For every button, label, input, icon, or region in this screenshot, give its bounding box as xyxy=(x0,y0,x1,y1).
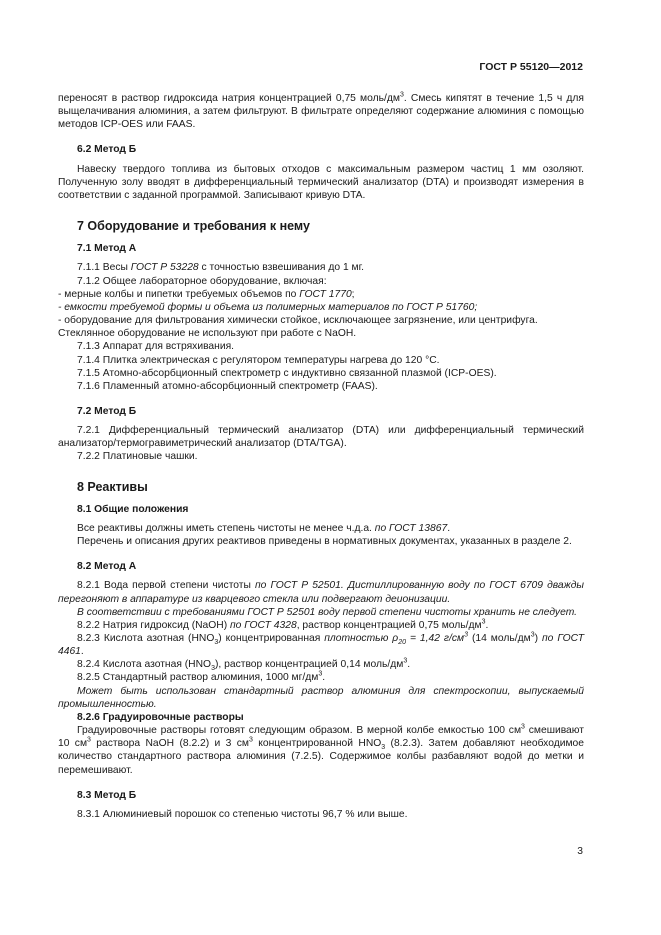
paragraph: Стеклянное оборудование не используют при работе с NaOH. xyxy=(58,328,357,340)
paragraph: переносят в раствор гидроксида натрия концентрацией 0,75 моль/$дм^3$. Смесь кипятят в течение 1,5 ч для выщелачивания алюминия, а затем фильтруют. В фильтрате определяют содержание алюминия с помощью методов ICP-OES или FAAS. xyxy=(58,91,584,131)
list-item: - мерные колбы и пипетки требуемых объемов по ГОСТ 1770; xyxy=(58,288,355,300)
section-heading: 7.2 Метод Б xyxy=(77,405,137,417)
paragraph: 8.3.1 Алюминиевый порошок со степенью чистоты 96,7 % или выше. xyxy=(77,808,408,820)
paragraph: 8.2.5 Стандартный раствор алюминия, 1000 $мг/дм^3$. xyxy=(77,671,326,684)
paragraph: 8.2.2 Натрия гидроксид (NaOH) по ГОСТ 4328, раствор концентрацией 0,75 моль/$дм^3$. xyxy=(77,618,489,631)
document-id: ГОСТ Р 55120—2012 xyxy=(479,61,583,73)
paragraph: 7.2.1 Дифференциальный термический анализатор (DTA) или дифференциальный термический анализатор/термогравиметрический анализатор (DTA/TGA). xyxy=(58,425,584,450)
paragraph: Может быть использован стандартный раствор алюминия для спектроскопии, выпускаемый промышленностью. xyxy=(58,685,584,710)
paragraph: 7.1.1 Весы ГОСТ Р 53228 с точностью взвешивания до 1 мг. xyxy=(77,262,364,274)
paragraph: 8.2.3 Кислота азотная $(HNO_3)$ концентрированная плотностью $\rho_{20} = 1,42$ $г/см^3$ (14 моль/$дм^3$) по ГОСТ 4461. xyxy=(58,631,584,658)
paragraph: Все реактивы должны иметь степень чистоты не менее ч.д.а. по ГОСТ 13867. xyxy=(77,522,451,534)
paragraph: 7.1.3 Аппарат для встряхивания. xyxy=(77,341,235,353)
paragraph: 8.2.4 Кислота азотная $(HNO_3)$, раствор концентрацией 0,14 моль/$дм^3$. xyxy=(77,657,411,673)
section-heading: 7 Оборудование и требования к нему xyxy=(77,219,310,234)
paragraph: 8.2.1 Вода первой степени чистоты по ГОСТ Р 52501. Дистиллированную воду по ГОСТ 6709 дважды перегоняют в аппаратуре из кварцевого стекла или подвергают деионизации. xyxy=(58,580,585,605)
section-heading: 8.2 Метод А xyxy=(77,561,137,573)
section-heading: 7.1 Метод А xyxy=(77,243,137,255)
section-heading: 6.2 Метод Б xyxy=(77,144,137,156)
section-heading: 8.2.6 Градуировочные растворы xyxy=(77,711,244,723)
paragraph: 7.1.5 Атомно-абсорбционный спектрометр с индуктивно связанной плазмой (ICP-OES). xyxy=(77,367,497,379)
paragraph: 7.1.4 Плитка электрическая с регулятором температуры нагрева до 120 °C. xyxy=(77,354,440,366)
paragraph: 7.2.2 Платиновые чашки. xyxy=(77,451,198,463)
section-heading: 8.1 Общие положения xyxy=(77,503,189,515)
paragraph: Градуировочные растворы готовят следующим образом. В мерной колбе емкостью 100 $см^3$ смешивают 10 $см^3$ раствора NaOH (8.2.2) и 3 $см^3$ концентрированной $HNO_3$ (8.2.3). Затем добавляют необходимое количество стандартного раствора алюминия (7.2.5). Содержимое колбы разбавляют водой до метки и перемешивают. xyxy=(58,723,585,776)
section-heading: 8 Реактивы xyxy=(77,479,148,494)
list-item: - емкости требуемой формы и объема из полимерных материалов по ГОСТ Р 51760; xyxy=(58,301,478,313)
paragraph: 7.1.2 Общее лабораторное оборудование, включая: xyxy=(77,275,327,287)
document-body xyxy=(58,92,584,821)
list-item: - оборудование для фильтрования химически стойкое, исключающее загрязнение, или центрифуга. xyxy=(58,315,538,327)
section-heading: 8.3 Метод Б xyxy=(77,789,137,801)
paragraph: Перечень и описания других реактивов приведены в нормативных документах, указанных в разделе 2. xyxy=(77,536,572,548)
paragraph: Навеску твердого топлива из бытовых отходов с максимальным размером частиц 1 мм озоляют. Полученную золу вводят в дифференциальный термический анализатор (DTA) и производят измерения в соответствии с заданной программой. Записывают кривую DTA. xyxy=(58,163,584,201)
page-number: 3 xyxy=(577,846,583,857)
paragraph: 7.1.6 Пламенный атомно-абсорбционный спектрометр (FAAS). xyxy=(77,380,378,392)
paragraph: В соответствии с требованиями ГОСТ Р 52501 воду первой степени чистоты хранить не следует. xyxy=(77,606,578,618)
